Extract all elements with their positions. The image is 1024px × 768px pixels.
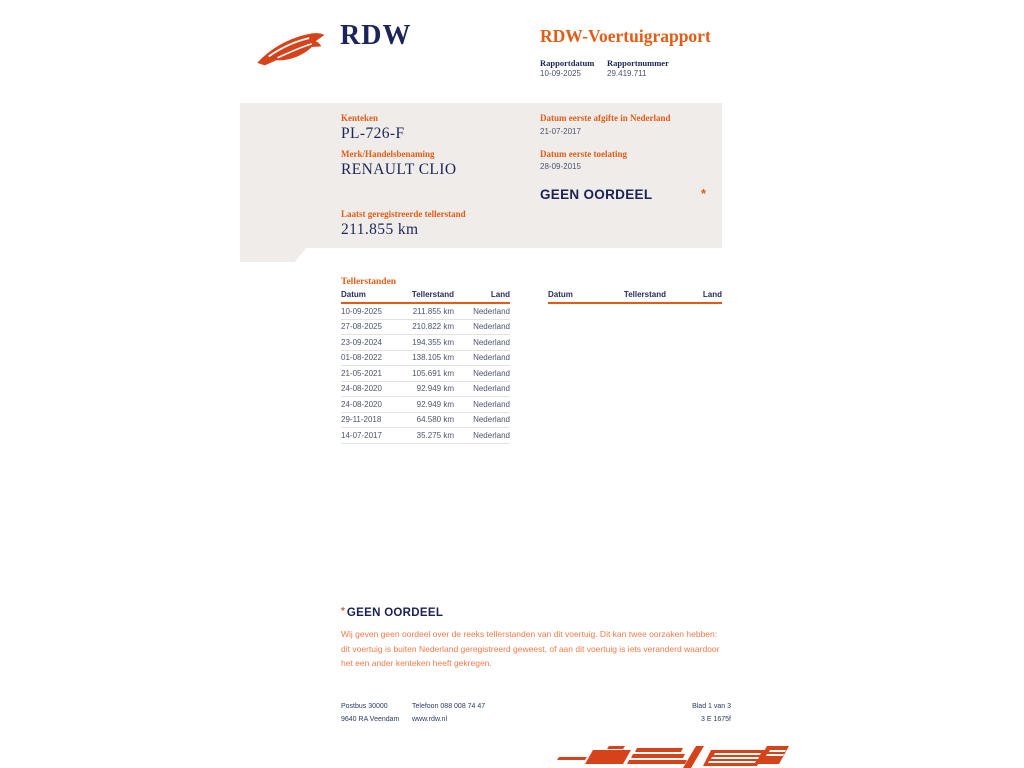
table-body: [341, 304, 510, 444]
tellerstand-label: Laatst geregistreerde tellerstand: [341, 209, 466, 219]
afgifte-value: 21-07-2017: [540, 127, 581, 136]
odometer-section-title: Tellerstanden: [341, 277, 397, 287]
column-header-tellerstand: Tellerstand: [623, 290, 666, 299]
column-header-land: Land: [702, 290, 722, 299]
table-header-row: [548, 290, 722, 304]
table-cell: 01-08-2022: [341, 353, 382, 363]
table-row: [341, 304, 510, 320]
table-cell: 27-08-2025: [341, 322, 382, 332]
table-cell: 211.855 km: [412, 306, 454, 316]
table-cell: 210.822 km: [412, 322, 454, 332]
footer-address: [341, 700, 399, 726]
footnote-body-text: Wij geven geen oordeel over de reeks tellerstanden van dit voertuig. Dit kan twee oorzaken hebben: dit voertuig is buiten Nederland geregistreerd geweest, of aan dit voertuig is iets veranderd waardoor het een ander kenteken heeft gekregen.: [341, 629, 720, 668]
column-header-tellerstand: Tellerstand: [411, 290, 454, 299]
table-cell: 35.275 km: [416, 430, 454, 440]
oordeel-asterisk: *: [701, 186, 707, 201]
table-cell: Nederland: [473, 384, 510, 394]
table-cell: Nederland: [473, 322, 510, 332]
tellerstand-value: 211.855 km: [341, 221, 419, 238]
table-row: [341, 366, 510, 382]
rdw-flag-graphic: [553, 744, 791, 768]
table-row: [341, 382, 510, 398]
table-cell: Nederland: [473, 430, 510, 440]
column-header-land: Land: [490, 290, 510, 299]
table-row: [341, 413, 510, 429]
toelating-value: 28-09-2015: [540, 162, 581, 171]
report-number-value: 29.419.711: [607, 69, 647, 78]
column-header-datum: Datum: [548, 290, 573, 299]
odometer-table-left: [341, 290, 510, 444]
footer-phone: Telefoon 088 008 74 47: [412, 703, 486, 710]
vehicle-summary-panel: [240, 103, 722, 248]
table-cell: 138.105 km: [412, 353, 454, 363]
table-cell: 105.691 km: [412, 368, 454, 378]
footer-website: www.rdw.nl: [412, 716, 448, 723]
footnote-asterisk: *: [341, 606, 345, 617]
table-cell: 92.949 km: [416, 384, 454, 394]
kenteken-label: Kenteken: [341, 113, 378, 123]
rdw-wing-icon: [256, 25, 332, 69]
table-cell: 29-11-2018: [341, 415, 382, 425]
footer-contact: [412, 700, 485, 726]
kenteken-value: PL-726-F: [341, 125, 405, 142]
table-cell: 194.355 km: [412, 337, 454, 347]
table-cell: Nederland: [473, 306, 510, 316]
footnote-heading: GEEN OORDEEL: [346, 607, 444, 619]
table-cell: 21-05-2021: [341, 368, 382, 378]
table-cell: 23-09-2024: [341, 337, 382, 347]
table-row: [341, 397, 510, 413]
table-row: [341, 428, 510, 444]
table-cell: 24-08-2020: [341, 384, 382, 394]
table-row: [341, 351, 510, 367]
page-indicator: Blad 1 van 3: [692, 703, 731, 710]
footnote-heading-row: [341, 603, 724, 621]
toelating-label: Datum eerste toelating: [540, 149, 627, 159]
odometer-table-right: [548, 290, 722, 304]
table-row: [341, 335, 510, 351]
merk-label: Merk/Handelsbenaming: [341, 149, 435, 159]
table-cell: Nederland: [473, 337, 510, 347]
panel-corner-tab: [240, 248, 306, 262]
table-cell: Nederland: [473, 353, 510, 363]
table-cell: Nederland: [473, 368, 510, 378]
report-number-label: Rapportnummer: [607, 58, 669, 68]
table-cell: 64.580 km: [416, 415, 454, 425]
footer-city: 9640 RA Veendam: [341, 716, 400, 723]
merk-value: RENAULT CLIO: [341, 161, 457, 178]
oordeel-status: GEEN OORDEEL: [540, 187, 653, 202]
logo-wordmark: RDW: [340, 20, 412, 51]
column-header-datum: Datum: [341, 290, 366, 299]
table-cell: 92.949 km: [416, 399, 454, 409]
form-code: 3 E 1675f: [701, 716, 731, 723]
report-date-label: Rapportdatum: [540, 58, 595, 68]
table-cell: 10-09-2025: [341, 306, 382, 316]
footer-postbus: Postbus 30000: [341, 703, 388, 710]
table-cell: 24-08-2020: [341, 399, 382, 409]
footer-page-info: [620, 700, 731, 726]
footnote-section: [341, 603, 724, 671]
document-title: RDW-Voertuigrapport: [540, 26, 711, 46]
afgifte-label: Datum eerste afgifte in Nederland: [540, 113, 671, 123]
table-cell: Nederland: [473, 415, 510, 425]
table-header-row: [341, 290, 510, 304]
report-date-value: 10-09-2025: [540, 69, 581, 78]
table-cell: 14-07-2017: [341, 430, 382, 440]
table-row: [341, 320, 510, 336]
table-cell: Nederland: [473, 399, 510, 409]
